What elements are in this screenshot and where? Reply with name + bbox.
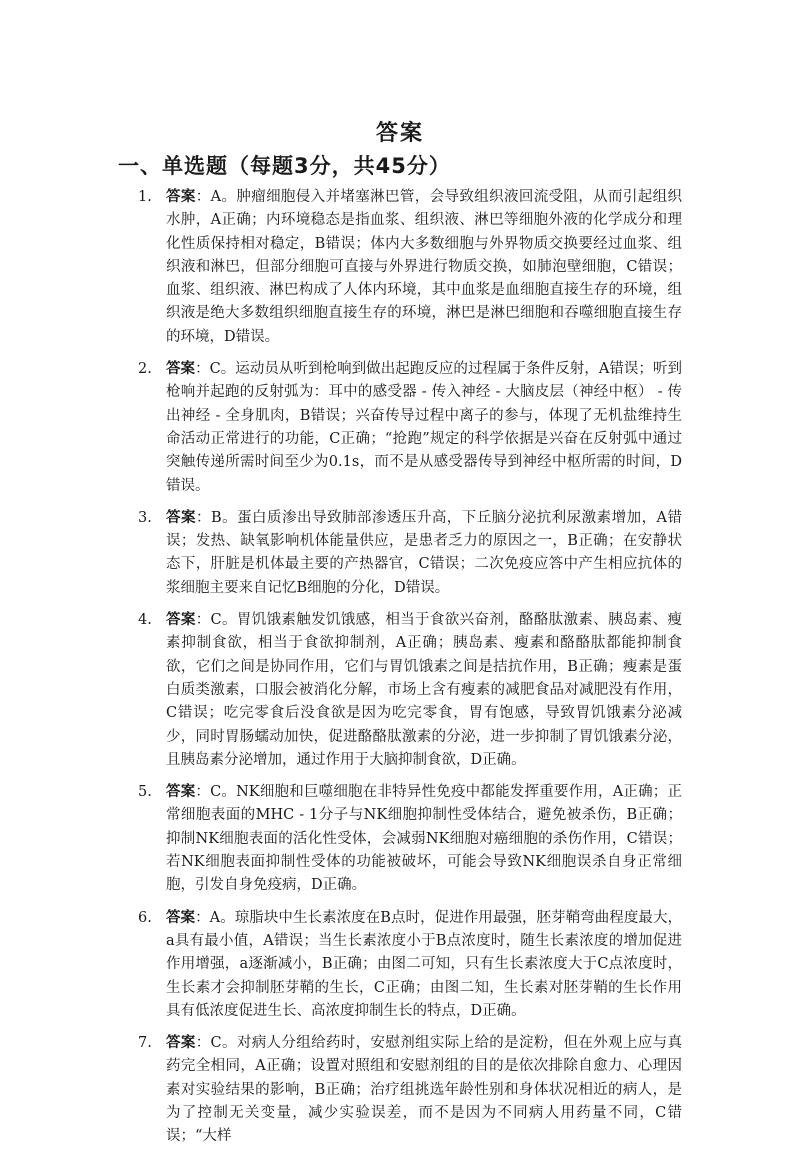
- answer-label: 答案: [166, 784, 196, 801]
- item-body: ：C。运动员从听到枪响到做出起跑反应的过程属于条件反射，A错误；听到枪响并起跑的反射弧为：耳中的感受器 - 传入神经 - 大脑皮层（神经中枢） - 传出神经 - 全身肌肉，B错误；兴奋传导过程中离子的参与，体现了无机盐维持生命活动正常进行的功能，C正确；“抢跑”规定的科学依据是兴奋在反射弧中通过突触传递所需时间至少为0.1s，而不是从感受器传导到神经中枢所需的时间，D错误。: [166, 361, 682, 494]
- item-body: ：A。肿瘤细胞侵入并堵塞淋巴管，会导致组织液回流受阻，从而引起组织水肿，A正确；内环境稳态是指血浆、组织液、淋巴等细胞外液的化学成分和理化性质保持相对稳定，B错误；体内大多数细胞与外界物质交换要经过血浆、组织液和淋巴，但部分细胞可直接与外界进行物质交换，如肺泡壁细胞，C错误；血浆、组织液、淋巴构成了人体内环境，其中血浆是血细胞直接生存的环境，组织液是绝大多数组织细胞直接生存的环境，淋巴是淋巴细胞和吞噬细胞直接生存的环境，D错误。: [166, 189, 683, 345]
- item-text: [166, 186, 682, 349]
- list-item: [0, 186, 800, 349]
- item-body: ：B。蛋白质渗出导致肺部渗透压升高，下丘脑分泌抗利尿激素增加，A错误；发热、缺氧影响机体能量供应，是患者乏力的原因之一，B正确；在安静状态下，肝脏是机体最主要的产热器官，C错误；二次免疫应答中产生相应抗体的浆细胞主要来自记忆B细胞的分化，D错误。: [166, 509, 683, 596]
- answer-label: 答案: [166, 909, 196, 926]
- item-number: 6.: [138, 909, 152, 926]
- section-heading: 一、单选题（每题3分，共45分）: [118, 154, 451, 178]
- item-text: [166, 781, 682, 897]
- item-number: 1.: [138, 189, 152, 205]
- item-number: 3.: [138, 509, 152, 526]
- list-item: [0, 1032, 800, 1148]
- answer-label: 答案: [166, 189, 196, 205]
- answer-label: 答案: [166, 509, 196, 526]
- list-item: [0, 907, 800, 1023]
- answer-label: 答案: [166, 612, 196, 629]
- answer-list: [0, 186, 800, 1158]
- list-item: [0, 781, 800, 897]
- item-text: [166, 1032, 682, 1148]
- answer-label: 答案: [166, 1035, 196, 1052]
- item-text: [166, 507, 682, 600]
- page-title: 答案: [375, 121, 424, 146]
- list-item: [0, 609, 800, 772]
- list-item: [0, 358, 800, 498]
- item-number: 2.: [138, 361, 152, 378]
- item-text: [166, 609, 682, 772]
- item-body: ：C。胃饥饿素触发饥饿感，相当于食欲兴奋剂，酪酪肽激素、胰岛素、瘦素抑制食欲，相当于食欲抑制剂，A正确；胰岛素、瘦素和酪酪肽都能抑制食欲，它们之间是协同作用，它们与胃饥饿素之间是拮抗作用，B正确；瘦素是蛋白质类激素，口服会被消化分解，市场上含有瘦素的减肥食品对减肥没有作用，C错误；吃完零食后没食欲是因为吃完零食，胃有饱感，导致胃饥饿素分泌减少，同时胃肠蠕动加快，促进酪酪肽激素的分泌，进一步抑制了胃饥饿素分泌，且胰岛素分泌增加，通过作用于大脑抑制食欲，D正确。: [166, 612, 683, 768]
- list-item: [0, 507, 800, 600]
- item-number: 7.: [138, 1035, 152, 1052]
- item-text: [166, 358, 682, 498]
- item-body: ：C。NK细胞和巨噬细胞在非特异性免疫中都能发挥重要作用，A正确；正常细胞表面的MHC - 1分子与NK细胞抑制性受体结合，避免被杀伤，B正确；抑制NK细胞表面的活化性受体，会减弱NK细胞对癌细胞的杀伤作用，C错误；若NK细胞表面抑制性受体的功能被破坏，可能会导致NK细胞误杀自身正常细胞，引发自身免疫病，D正确。: [166, 784, 682, 894]
- item-text: [166, 907, 682, 1023]
- item-number: 5.: [138, 784, 152, 801]
- item-number: 4.: [138, 612, 152, 629]
- item-body: ：A。琼脂块中生长素浓度在B点时，促进作用最强，胚芽鞘弯曲程度最大，a具有最小值，A错误；当生长素浓度小于B点浓度时，随生长素浓度的增加促进作用增强，a逐渐减小，B正确；由图二可知，只有生长素浓度大于C点浓度时，生长素才会抑制胚芽鞘的生长，C正确；由图二知，生长素对胚芽鞘的生长作用具有低浓度促进生长、高浓度抑制生长的特点，D正确。: [166, 909, 683, 1019]
- item-body: ：C。对病人分组给药时，安慰剂组实际上给的是淀粉，但在外观上应与真药完全相同，A正确；设置对照组和安慰剂组的目的是依次排除自愈力、心理因素对实验结果的影响，B正确；治疗组挑选年龄性别和身体状况相近的病人，是为了控制无关变量，减少实验误差，而不是因为不同病人用药量不同，C错误；“大样: [166, 1035, 683, 1145]
- answer-label: 答案: [166, 361, 196, 378]
